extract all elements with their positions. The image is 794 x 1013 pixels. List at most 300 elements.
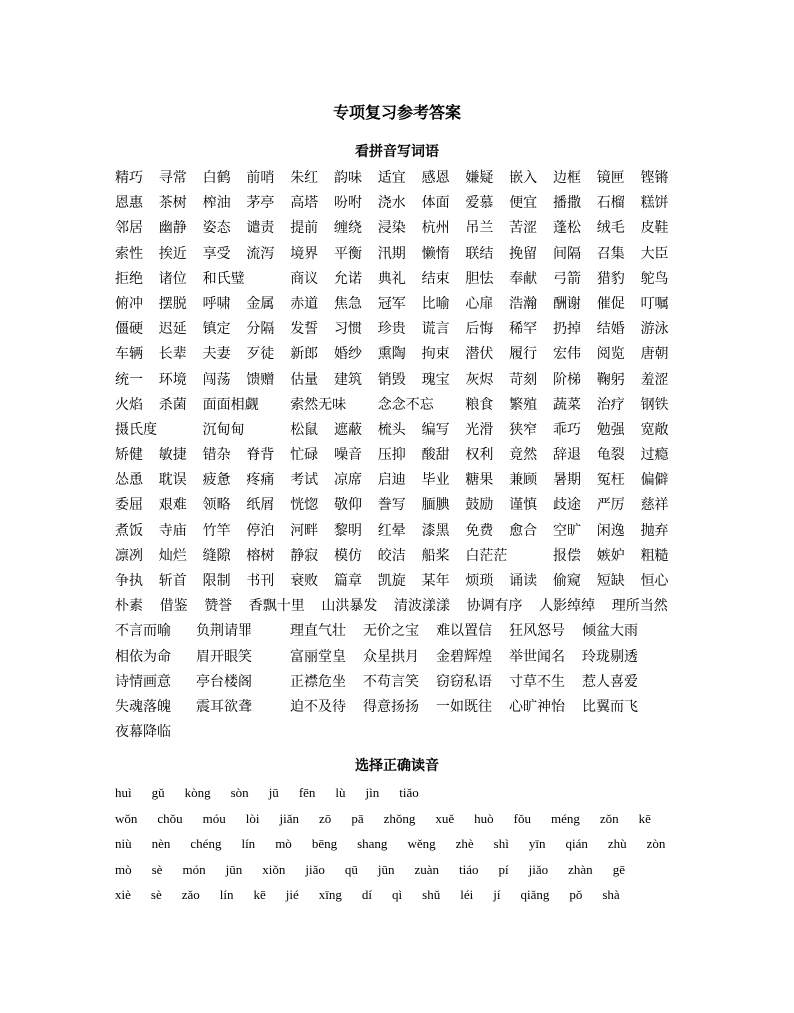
answer-phrase: 理所当然 bbox=[611, 598, 668, 615]
answer-word: 寺庙 bbox=[158, 522, 187, 539]
pinyin-answer: pā bbox=[351, 810, 364, 826]
answer-word: 联结 bbox=[465, 245, 494, 262]
answer-word: 矫健 bbox=[115, 447, 143, 464]
idiom-row bbox=[115, 695, 715, 720]
pinyin-answer: léi bbox=[460, 887, 474, 902]
idiom-group-right bbox=[290, 695, 638, 720]
answer-word: 领略 bbox=[202, 497, 231, 514]
pinyin-answer: bēng bbox=[311, 836, 338, 851]
answer-word: 赤道 bbox=[290, 295, 319, 312]
answer-word: 弓箭 bbox=[552, 270, 581, 287]
pinyin-answer: jūn bbox=[377, 861, 395, 877]
answer-word: 珍贵 bbox=[377, 321, 406, 338]
answer-word: 韵味 bbox=[333, 170, 362, 186]
pinyin-answer: chéng bbox=[190, 836, 222, 851]
answer-word: 沉甸甸 bbox=[202, 421, 245, 438]
answer-word: 过瘾 bbox=[640, 447, 669, 464]
answer-idiom: 举世闻名 bbox=[509, 648, 565, 665]
pinyin-answer: zuàn bbox=[414, 861, 440, 877]
answer-word: 粮食 bbox=[465, 396, 494, 413]
answer-word: 狭窄 bbox=[509, 421, 538, 438]
answer-word: 结束 bbox=[421, 270, 450, 287]
answer-word: 环境 bbox=[158, 371, 187, 388]
answer-word: 镜匣 bbox=[596, 170, 625, 186]
pinyin-answer: qiǎng bbox=[520, 887, 550, 902]
answer-word: 面面相觑 bbox=[202, 396, 259, 413]
answer-word: 享受 bbox=[202, 245, 231, 262]
answer-idiom: 心旷神怡 bbox=[509, 698, 565, 715]
answer-word: 新郎 bbox=[290, 346, 319, 363]
phrase-row bbox=[115, 594, 715, 619]
answer-word: 免费 bbox=[465, 522, 494, 539]
idiom-group-left bbox=[115, 695, 252, 720]
word-row bbox=[115, 292, 715, 317]
answer-phrase: 协调有序 bbox=[466, 598, 523, 615]
answer-word: 允诺 bbox=[333, 270, 362, 287]
answer-idiom: 负荆请罪 bbox=[196, 623, 252, 640]
answer-word: 挽留 bbox=[509, 245, 538, 262]
answer-word: 胆怯 bbox=[465, 270, 494, 287]
answer-word: 前哨 bbox=[246, 170, 275, 186]
answer-word: 心扉 bbox=[465, 295, 494, 312]
answer-word: 糕饼 bbox=[640, 195, 669, 212]
answer-word: 间隔 bbox=[552, 245, 581, 262]
answer-word: 流泻 bbox=[246, 245, 275, 262]
pinyin-answer: jiǎo bbox=[305, 861, 325, 877]
idiom-group-left bbox=[115, 645, 252, 670]
answer-word: 斩首 bbox=[158, 573, 187, 589]
answer-idiom: 亭台楼阁 bbox=[196, 673, 252, 690]
answer-word: 竹竿 bbox=[202, 522, 231, 539]
pinyin-answer: xiè bbox=[115, 887, 131, 902]
word-row bbox=[115, 493, 715, 518]
pinyin-answer: jìn bbox=[365, 785, 380, 800]
answer-word: 诵读 bbox=[509, 573, 538, 589]
answer-word: 呼啸 bbox=[202, 295, 231, 312]
answer-idiom: 理直气壮 bbox=[290, 623, 346, 640]
answer-word: 严厉 bbox=[596, 497, 625, 514]
pinyin-answer: sè bbox=[150, 887, 162, 902]
answer-word: 俯冲 bbox=[115, 295, 143, 312]
pinyin-answer: huò bbox=[474, 810, 494, 826]
answer-idiom: 寸草不生 bbox=[509, 673, 565, 690]
answer-word: 腼腆 bbox=[421, 497, 450, 514]
pinyin-answer: pí bbox=[498, 861, 509, 877]
answer-word: 偷窥 bbox=[552, 573, 581, 589]
word-row bbox=[115, 544, 715, 569]
answer-word: 凛冽 bbox=[115, 547, 143, 564]
answer-word: 铿锵 bbox=[640, 170, 669, 186]
answer-word: 苛刻 bbox=[509, 371, 538, 388]
answer-word: 体面 bbox=[421, 195, 450, 212]
answer-word: 梳头 bbox=[377, 421, 406, 438]
word-row bbox=[115, 267, 715, 292]
word-row bbox=[115, 393, 715, 418]
answer-word: 猎豹 bbox=[596, 270, 625, 287]
answer-word: 潜伏 bbox=[465, 346, 494, 363]
answer-idiom: 正襟危坐 bbox=[290, 673, 346, 690]
answer-word: 编写 bbox=[421, 421, 450, 438]
pinyin-answer: zǎo bbox=[181, 887, 200, 902]
answer-word: 馈赠 bbox=[246, 371, 275, 388]
answer-word: 鸵鸟 bbox=[640, 270, 669, 287]
answer-word: 篇章 bbox=[333, 573, 362, 589]
pinyin-answer: jiǎo bbox=[528, 861, 549, 877]
answer-word: 耽误 bbox=[158, 472, 187, 489]
answer-word: 限制 bbox=[202, 573, 231, 589]
answer-word: 催促 bbox=[596, 295, 625, 312]
pinyin-answer: lín bbox=[241, 836, 256, 851]
answer-word: 宽敞 bbox=[640, 421, 669, 438]
answer-word: 懒惰 bbox=[421, 245, 450, 262]
pinyin-answer: zǒn bbox=[599, 810, 619, 826]
answer-word: 闲逸 bbox=[596, 522, 625, 539]
answer-word: 红晕 bbox=[377, 522, 406, 539]
answer-word: 后悔 bbox=[465, 321, 494, 338]
answer-word: 噪音 bbox=[333, 447, 362, 464]
answer-word: 烦琐 bbox=[465, 573, 494, 589]
pinyin-answer: huì bbox=[115, 785, 132, 800]
idiom-row bbox=[115, 670, 715, 695]
answer-idiom: 玲珑剔透 bbox=[582, 648, 638, 665]
answer-word: 拒绝 bbox=[115, 270, 143, 287]
pinyin-answer: lòi bbox=[245, 810, 260, 826]
answer-word: 衰败 bbox=[290, 573, 319, 589]
answer-word: 辞退 bbox=[552, 447, 581, 464]
answer-word: 誊写 bbox=[377, 497, 406, 514]
pinyin-row bbox=[115, 806, 755, 832]
pinyin-answer: niù bbox=[115, 836, 132, 851]
answer-word: 叮嘱 bbox=[640, 295, 669, 312]
answer-word: 阅览 bbox=[596, 346, 625, 363]
pinyin-row bbox=[115, 831, 755, 857]
answer-word: 艰难 bbox=[158, 497, 187, 514]
answer-word: 怂恿 bbox=[115, 472, 143, 489]
pinyin-answer: qū bbox=[344, 861, 358, 877]
answer-word: 空旷 bbox=[552, 522, 581, 539]
answer-word: 报偿 bbox=[552, 547, 581, 564]
answer-word: 兼顾 bbox=[509, 472, 538, 489]
pinyin-row bbox=[115, 780, 755, 806]
answer-word: 灰烬 bbox=[465, 371, 494, 388]
idiom-group-right bbox=[290, 670, 638, 695]
pinyin-answer: zō bbox=[319, 810, 332, 826]
pinyin-answer: jū bbox=[268, 785, 279, 800]
pinyin-answer: shì bbox=[493, 836, 509, 851]
word-row bbox=[115, 317, 715, 342]
answer-word: 结婚 bbox=[596, 321, 625, 338]
answer-word: 灿烂 bbox=[158, 547, 187, 564]
answer-word: 焦急 bbox=[333, 295, 362, 312]
pinyin-answer: món bbox=[182, 861, 206, 877]
answer-word: 争执 bbox=[115, 573, 143, 589]
answer-idiom: 得意扬扬 bbox=[363, 698, 419, 715]
answer-word: 榨油 bbox=[202, 195, 231, 212]
word-row bbox=[115, 166, 715, 191]
pinyin-answer: xuě bbox=[435, 810, 455, 826]
answer-word: 召集 bbox=[596, 245, 625, 262]
answer-word: 发誓 bbox=[290, 321, 319, 338]
answer-word: 白鹤 bbox=[202, 170, 231, 186]
answer-word: 缠绕 bbox=[333, 220, 362, 237]
pinyin-answer: qián bbox=[565, 836, 588, 851]
answer-word: 游泳 bbox=[640, 321, 669, 338]
answer-word: 车辆 bbox=[115, 346, 143, 363]
answer-idiom: 众星拱月 bbox=[363, 648, 419, 665]
answer-word: 权利 bbox=[465, 447, 494, 464]
pinyin-answer: zòn bbox=[646, 836, 666, 851]
word-row bbox=[115, 242, 715, 267]
answer-word: 挨近 bbox=[158, 245, 187, 262]
pinyin-answer: zhù bbox=[607, 836, 627, 851]
pinyin-answer-list bbox=[115, 780, 755, 908]
answer-word: 竟然 bbox=[509, 447, 538, 464]
pinyin-answer: zhǒng bbox=[383, 810, 416, 826]
answer-word: 酸甜 bbox=[421, 447, 450, 464]
answer-word: 精巧 bbox=[115, 170, 143, 186]
answer-word: 索性 bbox=[115, 245, 143, 262]
pinyin-answer: jūn bbox=[225, 861, 243, 877]
answer-word: 歧途 bbox=[552, 497, 581, 514]
answer-word: 习惯 bbox=[333, 321, 362, 338]
word-row bbox=[115, 342, 715, 367]
answer-word: 宏伟 bbox=[552, 346, 581, 363]
answer-word: 感恩 bbox=[421, 170, 450, 186]
answer-idiom: 倾盆大雨 bbox=[582, 623, 638, 640]
pinyin-answer: mò bbox=[275, 836, 292, 851]
answer-word: 金属 bbox=[246, 295, 275, 312]
pinyin-answer: lù bbox=[335, 785, 346, 800]
answer-word: 榕树 bbox=[246, 547, 275, 564]
answer-word: 考试 bbox=[290, 472, 319, 489]
section-heading-pronunciation: 选择正确读音 bbox=[355, 758, 439, 774]
pinyin-answer: mò bbox=[115, 861, 132, 877]
pinyin-row bbox=[115, 882, 755, 908]
answer-word: 浇水 bbox=[377, 195, 406, 212]
page-title: 专项复习参考答案 bbox=[332, 103, 461, 122]
answer-word: 长辈 bbox=[158, 346, 187, 363]
answer-phrase: 朴素 bbox=[115, 598, 143, 615]
answer-word: 谎言 bbox=[421, 321, 450, 338]
answer-phrase: 赞誉 bbox=[204, 598, 233, 615]
word-row bbox=[115, 191, 715, 216]
answer-idiom: 比翼而飞 bbox=[582, 698, 638, 715]
answer-phrase: 借鉴 bbox=[159, 598, 188, 615]
answer-word: 典礼 bbox=[377, 270, 406, 287]
answer-word: 火焰 bbox=[115, 396, 143, 413]
answer-word: 蓬松 bbox=[552, 220, 581, 237]
answer-word: 船桨 bbox=[421, 547, 450, 564]
answer-word: 高塔 bbox=[290, 195, 319, 212]
answer-word: 苦涩 bbox=[509, 220, 538, 237]
answer-word: 皮鞋 bbox=[640, 220, 669, 237]
answer-word: 茶树 bbox=[158, 195, 187, 212]
pinyin-answer: gǔ bbox=[151, 785, 165, 800]
answer-idiom: 相依为命 bbox=[115, 648, 171, 665]
answer-word: 歹徒 bbox=[246, 346, 275, 363]
answer-word: 抛弃 bbox=[640, 522, 669, 539]
answer-word: 漆黑 bbox=[421, 522, 450, 539]
pinyin-answer: wěng bbox=[407, 836, 436, 851]
answer-idiom: 不言而喻 bbox=[115, 623, 171, 640]
answer-word: 茅亭 bbox=[246, 195, 275, 212]
answer-word: 脊背 bbox=[246, 447, 275, 464]
pinyin-answer: fǒu bbox=[513, 810, 531, 826]
pinyin-answer: méng bbox=[551, 810, 580, 826]
answer-word: 白茫茫 bbox=[465, 547, 508, 564]
answer-idiom: 失魂落魄 bbox=[115, 698, 171, 715]
answer-word: 估量 bbox=[290, 371, 319, 388]
answer-word: 奉献 bbox=[509, 270, 538, 287]
pinyin-answer: shang bbox=[357, 836, 388, 851]
word-answer-list bbox=[115, 166, 715, 745]
answer-word: 疼痛 bbox=[246, 472, 275, 489]
pinyin-answer: jí bbox=[493, 887, 501, 902]
answer-word: 忙碌 bbox=[290, 447, 319, 464]
pinyin-answer: lín bbox=[219, 887, 234, 902]
answer-word: 履行 bbox=[509, 346, 538, 363]
answer-word: 迟延 bbox=[158, 321, 187, 338]
pinyin-answer: kē bbox=[638, 810, 651, 826]
pinyin-answer: tiáo bbox=[459, 861, 479, 877]
answer-word: 乖巧 bbox=[552, 421, 581, 438]
answer-word: 恒心 bbox=[640, 573, 669, 589]
idiom-row bbox=[115, 619, 715, 644]
answer-word: 杀菌 bbox=[158, 396, 187, 413]
answer-idiom: 难以置信 bbox=[436, 623, 492, 640]
answer-word: 扔掉 bbox=[552, 321, 581, 338]
answer-word: 毕业 bbox=[421, 472, 450, 489]
answer-word: 凉席 bbox=[333, 472, 362, 489]
answer-idiom: 窃窃私语 bbox=[436, 673, 492, 690]
answer-word: 委屈 bbox=[115, 497, 143, 514]
answer-idiom: 无价之宝 bbox=[363, 623, 419, 640]
idiom-group-right bbox=[290, 645, 638, 670]
answer-phrase: 人影绰绰 bbox=[539, 598, 596, 615]
answer-word: 羞涩 bbox=[640, 371, 669, 388]
answer-word: 龟裂 bbox=[596, 447, 625, 464]
answer-word: 吩咐 bbox=[333, 195, 362, 212]
answer-phrase: 香飘十里 bbox=[248, 598, 305, 615]
answer-idiom: 狂风怒号 bbox=[509, 623, 565, 640]
answer-word: 遮蔽 bbox=[333, 421, 362, 438]
answer-word: 熏陶 bbox=[377, 346, 406, 363]
answer-word: 嵌入 bbox=[509, 170, 538, 186]
pinyin-answer: fēn bbox=[298, 785, 316, 800]
word-row bbox=[115, 368, 715, 393]
answer-word: 短缺 bbox=[596, 573, 625, 589]
pinyin-answer: jié bbox=[285, 887, 299, 902]
word-row bbox=[115, 519, 715, 544]
answer-word: 稀罕 bbox=[509, 321, 538, 338]
answer-word: 酬谢 bbox=[552, 295, 581, 312]
answer-word: 书刊 bbox=[246, 573, 275, 589]
answer-word: 浩瀚 bbox=[509, 295, 538, 312]
answer-idiom: 迫不及待 bbox=[290, 698, 346, 715]
answer-word: 鞠躬 bbox=[596, 371, 625, 388]
pinyin-answer: sè bbox=[151, 861, 163, 877]
answer-word: 索然无味 bbox=[290, 396, 347, 413]
answer-word: 朱红 bbox=[290, 170, 319, 186]
answer-phrase: 山洪暴发 bbox=[321, 598, 378, 615]
answer-word: 商议 bbox=[290, 270, 319, 287]
answer-word: 和氏璧 bbox=[202, 270, 245, 287]
answer-word: 平衡 bbox=[333, 245, 362, 262]
answer-word: 压抑 bbox=[377, 447, 406, 464]
answer-word: 冠军 bbox=[377, 295, 406, 312]
answer-word: 凯旋 bbox=[377, 573, 406, 589]
word-row bbox=[115, 418, 715, 443]
answer-idiom: 夜幕降临 bbox=[115, 724, 171, 741]
answer-word: 停泊 bbox=[246, 522, 275, 539]
answer-word: 摄氏度 bbox=[115, 421, 157, 438]
idiom-row bbox=[115, 645, 715, 670]
answer-idiom: 惹人喜爱 bbox=[582, 673, 638, 690]
idiom-row bbox=[115, 720, 715, 745]
pinyin-answer: xiǒn bbox=[262, 861, 286, 877]
pinyin-answer: zhè bbox=[455, 836, 474, 851]
pinyin-answer: zhàn bbox=[568, 861, 593, 877]
pinyin-answer: wǒn bbox=[115, 810, 138, 826]
idiom-group-left bbox=[115, 720, 171, 745]
answer-word: 便宜 bbox=[509, 195, 538, 212]
answer-word: 分隔 bbox=[246, 321, 275, 338]
answer-word: 适宜 bbox=[377, 170, 406, 186]
answer-word: 嫉妒 bbox=[596, 547, 625, 564]
pinyin-answer: móu bbox=[202, 810, 226, 826]
answer-word: 姿态 bbox=[202, 220, 231, 237]
answer-word: 愈合 bbox=[509, 522, 538, 539]
answer-word: 纸屑 bbox=[246, 497, 275, 514]
answer-word: 诸位 bbox=[158, 270, 187, 287]
answer-word: 摆脱 bbox=[158, 295, 187, 312]
answer-word: 绒毛 bbox=[596, 220, 625, 237]
word-row bbox=[115, 443, 715, 468]
pinyin-row bbox=[115, 857, 755, 883]
answer-word: 黎明 bbox=[333, 522, 362, 539]
answer-word: 邻居 bbox=[115, 220, 143, 237]
answer-word: 杭州 bbox=[421, 220, 450, 237]
pinyin-answer: kòng bbox=[184, 785, 211, 800]
answer-idiom: 不苟言笑 bbox=[363, 673, 419, 690]
answer-idiom: 富丽堂皇 bbox=[290, 648, 346, 665]
answer-word: 敏捷 bbox=[158, 447, 187, 464]
answer-word: 销毁 bbox=[377, 371, 406, 388]
pinyin-answer: sòn bbox=[230, 785, 249, 800]
answer-word: 境界 bbox=[290, 245, 319, 262]
pinyin-answer: yīn bbox=[528, 836, 546, 851]
answer-word: 敬仰 bbox=[333, 497, 362, 514]
answer-word: 僵硬 bbox=[115, 321, 143, 338]
answer-word: 汛期 bbox=[377, 245, 406, 262]
answer-word: 暑期 bbox=[552, 472, 581, 489]
pinyin-answer: xīng bbox=[318, 887, 342, 902]
answer-word: 勉强 bbox=[596, 421, 625, 438]
word-row bbox=[115, 216, 715, 241]
pinyin-answer: tiǎo bbox=[399, 785, 419, 800]
answer-word: 错杂 bbox=[202, 447, 231, 464]
answer-word: 某年 bbox=[421, 573, 450, 589]
answer-word: 吊兰 bbox=[465, 220, 494, 237]
answer-word: 谴责 bbox=[246, 220, 275, 237]
answer-word: 恩惠 bbox=[115, 195, 143, 212]
pinyin-answer: shǔ bbox=[422, 887, 441, 902]
idiom-group-right bbox=[290, 619, 638, 644]
answer-word: 蔬菜 bbox=[552, 396, 581, 413]
answer-word: 静寂 bbox=[290, 547, 319, 564]
idiom-group-left bbox=[115, 670, 252, 695]
answer-word: 提前 bbox=[290, 220, 319, 237]
